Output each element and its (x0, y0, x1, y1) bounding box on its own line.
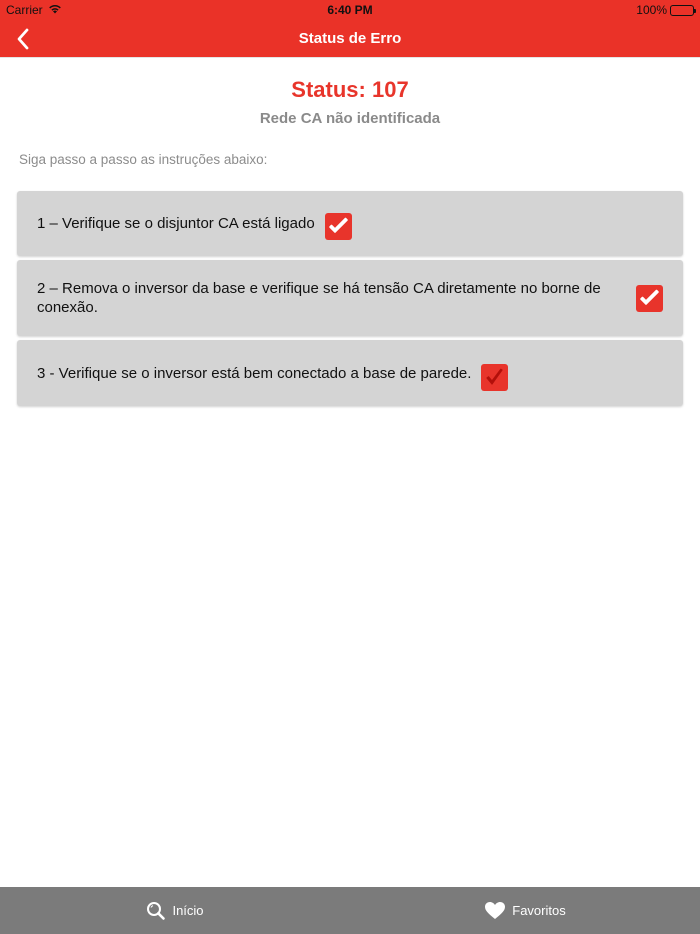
error-status-code: Status: 107 (291, 77, 409, 102)
tab-bar (0, 887, 700, 934)
checkmark-icon (328, 217, 349, 236)
tab-inicio[interactable] (0, 887, 350, 934)
step-text: 3 - Verifique se o inversor está bem conectado a base de parede. (37, 364, 472, 382)
step-checkbox[interactable] (325, 213, 352, 240)
steps-list (17, 191, 683, 410)
carrier-label: Carrier (6, 3, 43, 17)
nav-bar (0, 20, 700, 58)
header (0, 0, 700, 58)
page-title: Status de Erro (298, 30, 402, 47)
search-icon (146, 901, 166, 921)
step-checkbox[interactable] (636, 285, 663, 312)
status-bar (0, 0, 700, 20)
instructions-label: Siga passo a passo as instruções abaixo: (19, 152, 268, 167)
battery-icon (670, 5, 694, 16)
step-item-1 (17, 191, 683, 256)
battery-indicator (636, 3, 694, 17)
step-checkbox[interactable] (481, 364, 508, 391)
step-item-3 (17, 340, 683, 406)
tab-label: Favoritos (512, 903, 566, 918)
tab-label: Início (172, 903, 204, 918)
step-item-2 (17, 260, 683, 336)
tab-favoritos[interactable] (350, 887, 700, 934)
step-text: 2 – Remova o inversor da base e verifique se há tensão CA diretamente no borne de conexão. (37, 280, 601, 316)
heart-icon (484, 901, 506, 920)
step-text: 1 – Verifique se o disjuntor CA está ligado (37, 215, 315, 232)
battery-percent: 100% (636, 3, 667, 17)
clock: 6:40 PM (327, 3, 373, 17)
error-description: Rede CA não identificada (259, 110, 441, 127)
checkmark-icon (639, 289, 660, 308)
checkmark-icon (484, 368, 505, 387)
